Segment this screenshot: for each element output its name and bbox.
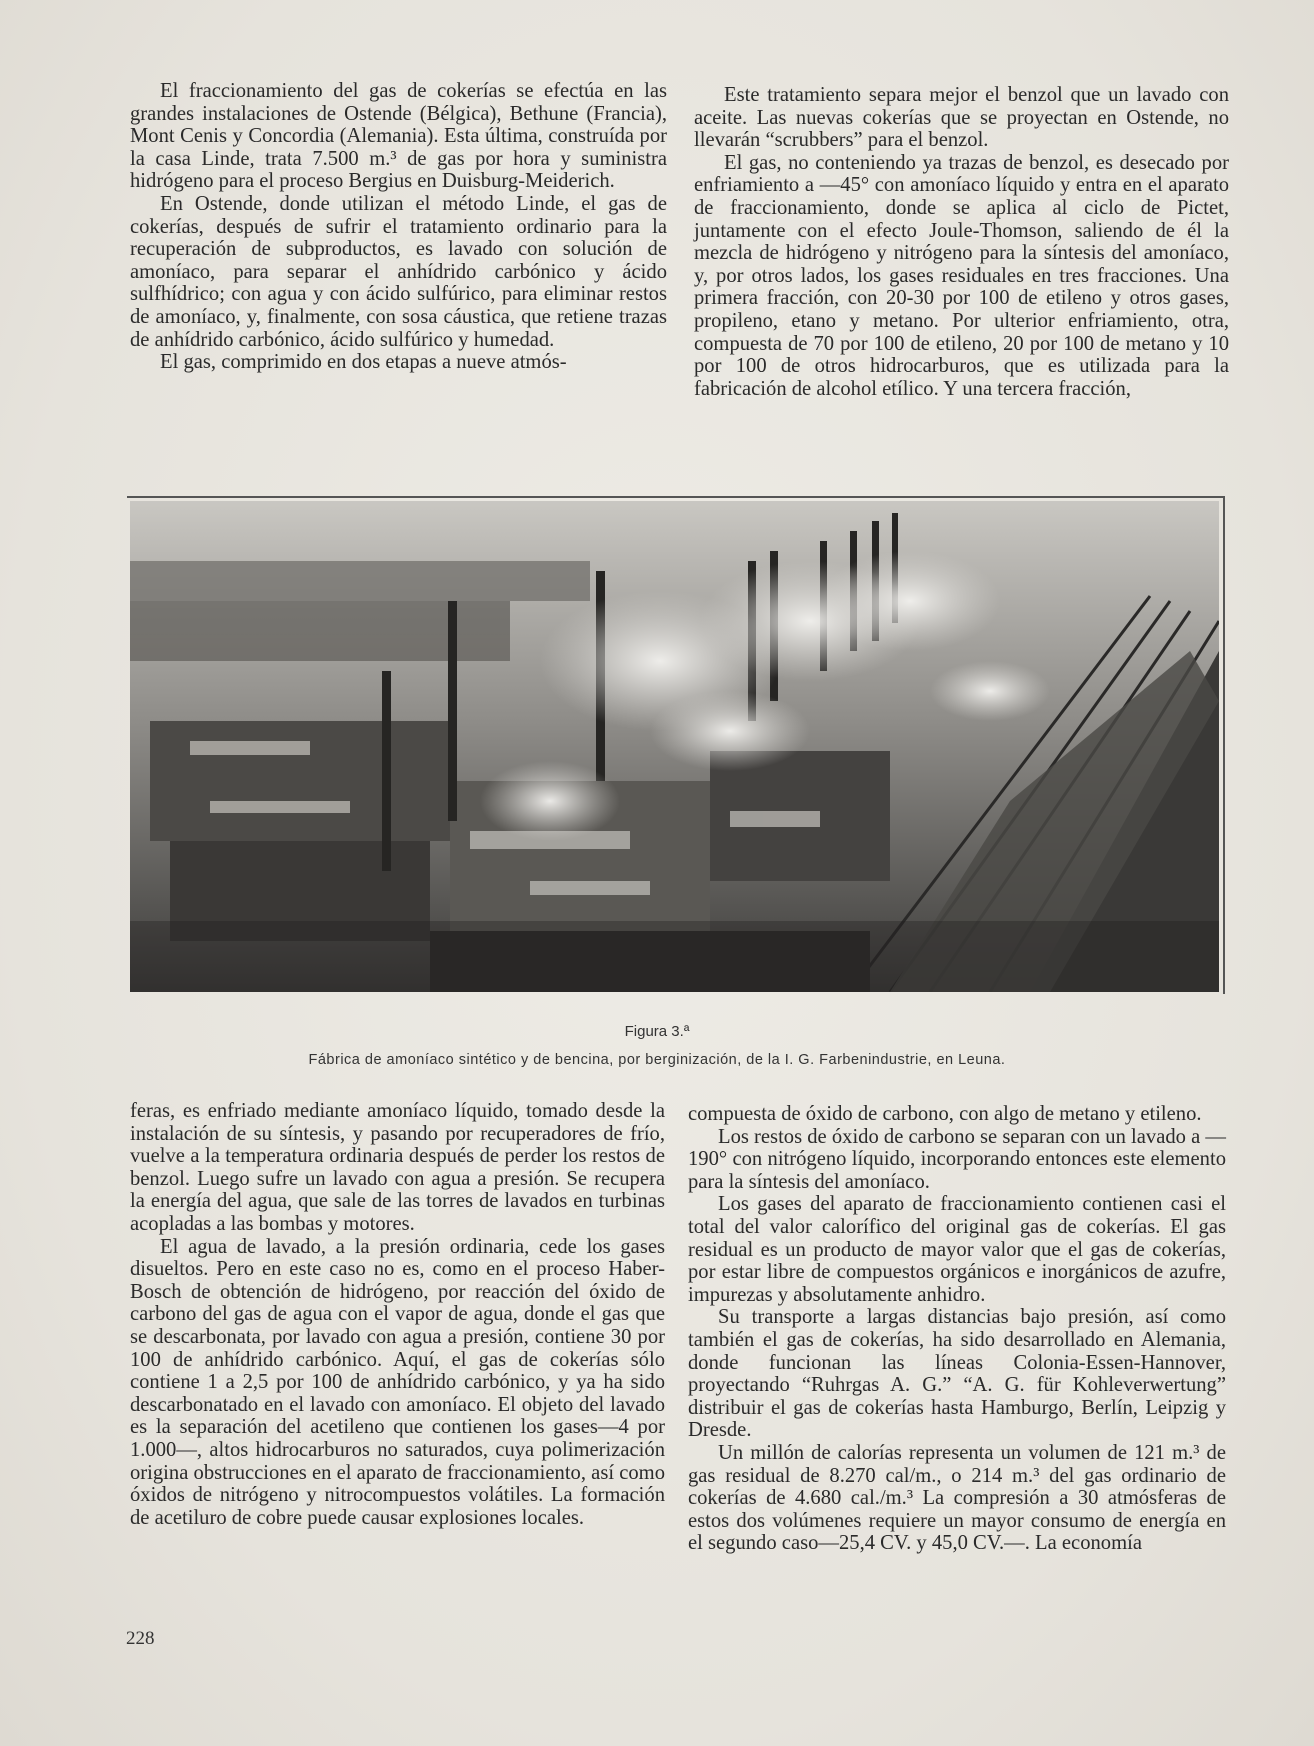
paragraph: Este tratamiento separa mejor el benzol que un lavado con aceite. Las nuevas cokerías que se proyectan en Ostende, no llevarán “scrubbers” para el benzol. — [694, 84, 1229, 152]
text-column-top-right — [694, 84, 1229, 400]
paragraph: compuesta de óxido de carbono, con algo de metano y etileno. — [688, 1103, 1202, 1125]
paragraph: Los restos de óxido de carbono se separan con un lavado a —190° con nitrógeno líquido, incorporando entonces este elemento para la síntesis del amoníaco. — [688, 1125, 1226, 1193]
paragraph: En Ostende, donde utilizan el método Linde, el gas de cokerías, después de sufrir el tratamiento ordinario para la recuperación de subproductos, es lavado con solución de amoníaco, para separar el anhídrido carbónico y ácido sulfhídrico; con agua y con ácido sulfúrico, para eliminar restos de amoníaco, y, finalmente, con sosa cáustica, que retiene trazas de anhídrido carbónico, ácido sulfúrico y humedad. — [130, 192, 667, 351]
paragraph: El fraccionamiento del gas de cokerías se efectúa en las grandes instalaciones de Ostende (Bélgica), Bethune (Francia), Mont Cenis y Concordia (Alemania). Esta última, construída por la casa Linde, trata 7.500 m.³ de gas por hora y suministra hidrógeno para el proceso Bergius en Duisburg-Meiderich. — [130, 80, 667, 193]
text-column-top-left — [130, 80, 667, 374]
paragraph: El gas, comprimido en dos etapas a nueve atmós- — [160, 351, 567, 374]
factory-photo — [130, 501, 1219, 992]
paragraph: Un millón de calorías representa un volumen de 121 m.³ de gas residual de 8.270 cal/m., o 214 m.³ del gas ordinario de cokerías de 4.680 cal./m.³ La compresión a 30 atmósferas de estos dos volúmenes requiere un mayor consumo de energía en el segundo caso—25,4 CV. y 45,0 CV.—. La economía — [688, 1441, 1226, 1555]
text-column-bottom-left — [130, 1100, 665, 1529]
paragraph: El gas, no conteniendo ya trazas de benzol, es desecado por enfriamiento a —45° con amoníaco líquido y entra en el aparato de fraccionamiento, donde se aplica al ciclo de Pictet, juntamente con el efecto Joule-Thomson, saliendo de él la mezcla de hidrógeno y nitrógeno para la síntesis del amoníaco, y, por otros lados, los gases residuales en tres fracciones. Una primera fracción, con 20-30 por 100 de etileno y otros gases, propileno, etano y metano. Por ulterior enfriamiento, otra, compuesta de 70 por 100 de etileno, 20 por 100 de metano y 10 por 100 de otros hidrocarburos, que es utilizada para la fabricación de alcohol etílico. Y una tercera fracción, — [694, 151, 1229, 400]
text-column-bottom-right — [688, 1103, 1226, 1555]
paragraph: Su transporte a largas distancias bajo presión, así como también el gas de cokerías, ha sido desarrollado en Alemania, donde funcionan las líneas Colonia-Essen-Hannover, proyectando “Ruhrgas A. G.” “A. G. für Kohleverwertung” distribuir el gas de cokerías hasta Hamburgo, Berlín, Leipzig y Dresde. — [688, 1306, 1226, 1442]
page-number: 228 — [126, 1628, 155, 1649]
paragraph: feras, es enfriado mediante amoníaco líquido, tomado desde la instalación de su síntesis, y pasando por recuperadores de frío, vuelve a la temperatura ordinaria después de perder los restos de benzol. Luego sufre un lavado con agua a presión. Se recupera la energía del agua, que sale de las torres de lavados en turbinas acopladas a las bombas y motores. — [130, 1100, 665, 1235]
paragraph: El agua de lavado, a la presión ordinaria, cede los gases disueltos. Pero en este caso no es, como en el proceso Haber-Bosch de obtención de hidrógeno, por reacción del óxido de carbono del gas de agua con el vapor de agua, donde el gas que se descarbonata, por lavado con agua a presión, contiene 30 por 100 de anhídrido carbónico. Aquí, el gas de cokerías sólo contiene 1 a 2,5 por 100 de anhídrido carbónico, y ya ha sido descarbonatado en el lavado con amoníaco. El objeto del lavado es la separación del acetileno que contienen los gases—4 por 1.000—, altos hidrocarburos no saturados, cuya polimerización origina obstrucciones en el aparato de fraccionamiento, así como óxidos de nitrógeno y nitrocompuestos volátiles. La formación de acetiluro de cobre puede causar explosiones locales. — [130, 1235, 665, 1529]
figure-caption: Fábrica de amoníaco sintético y de bencina, por berginización, de la I. G. Farbenindustrie, en Leuna. — [308, 1052, 1006, 1068]
paragraph: Los gases del aparato de fraccionamiento contienen casi el total del valor calorífico del original gas de cokerías. El gas residual es un producto de mayor valor que el gas de cokerías, por estar libre de compuestos orgánicos e inorgánicos de azufre, impurezas y absolutamente anhidro. — [688, 1193, 1226, 1306]
figure-title: Figura 3.ª — [624, 1023, 690, 1040]
